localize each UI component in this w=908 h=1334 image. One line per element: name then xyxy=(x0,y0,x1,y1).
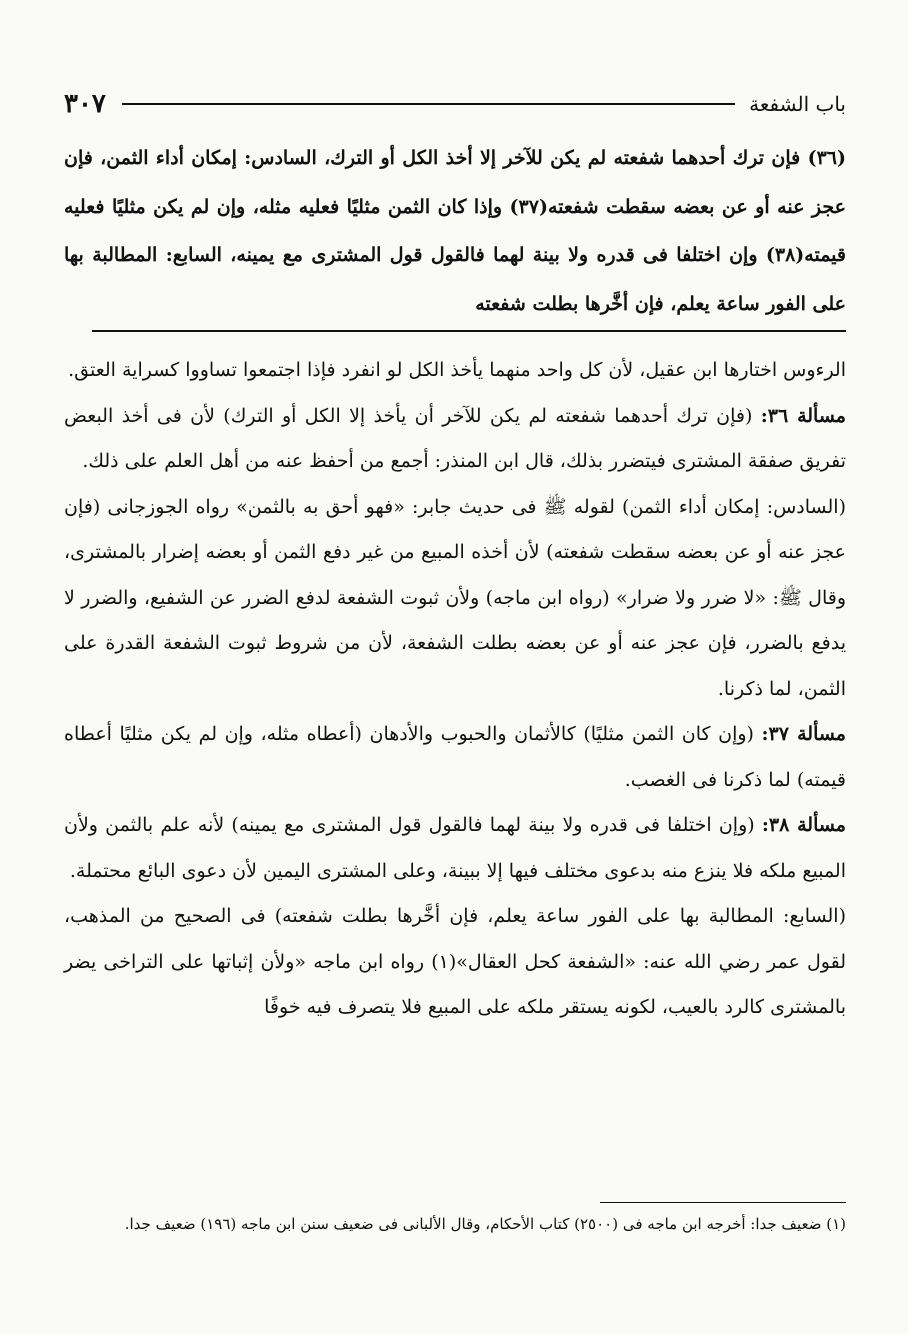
footnote xyxy=(64,1208,846,1240)
commentary-paragraph: مسألة ٣٨: (وإن اختلفا فى قدره ولا بينة لهما فالقول قول المشترى مع يمينه) لأنه علم بالثمن ولأن المبيع ملكه فلا ينزع منه بدعوى مختلف فيها إلا ببينة، وعلى المشترى اليمين لأن دعوى البائع محتملة. xyxy=(64,814,846,882)
page-number: ٣٠٧ xyxy=(64,89,106,119)
commentary-paragraph: (السادس: إمكان أداء الثمن) لقوله ﷺ فى حديث جابر: «فهو أحق به بالثمن» رواه الجوزجانى (فإن عجز عنه أو عن بعضه سقطت شفعته) لأن أخذه المبيع من غير دفع الثمن أو بعضه إضرار بالمشترى، وقال ﷺ: «لا ضرر ولا ضرار» (رواه ابن ماجه) ولأن ثبوت الشفعة لدفع الضرر عن الشفيع، والضرر لا يدفع بالضرر، فإن عجز عنه أو عن بعضه بطلت الشفعة، لأن من شروط ثبوت الشفعة القدرة على الثمن، لما ذكرنا. xyxy=(64,495,846,700)
matn-text: (٣٦) فإن ترك أحدهما شفعته لم يكن للآخر إلا أخذ الكل أو الترك، السادس: إمكان أداء الثمن، فإن عجز عنه أو عن بعضه سقطت شفعته(٣٧) وإذا كان الثمن مثليًا فعليه مثله، وإن لم يكن مثليًا فعليه قيمته(٣٨) وإن اختلفا فى قدره ولا بينة لهما فالقول قول المشترى مع يمينه، السابع: المطالبة بها على الفور ساعة يعلم، فإن أخَّرها بطلت شفعته xyxy=(64,147,846,315)
running-header xyxy=(64,86,846,122)
footnote-text: (١) ضعيف جدا: أخرجه ابن ماجه فى (٢٥٠٠) كتاب الأحكام، وقال الألبانى فى ضعيف سنن ابن ماجه (١٩٦) ضعيف جدا. xyxy=(124,1215,846,1233)
matn-separator-rule xyxy=(92,330,846,332)
issue-label: مسألة ٣٦: xyxy=(760,404,846,427)
issue-label: مسألة ٣٨: xyxy=(761,814,846,836)
commentary xyxy=(64,348,846,1031)
commentary-paragraph: مسألة ٣٦: (فإن ترك أحدهما شفعته لم يكن للآخر أن يأخذ إلا الكل أو الترك) لأن فى أخذ البعض تفريق صفقة المشترى فيتضرر بذلك، قال ابن المنذر: أجمع من أحفظ عنه من أهل العلم على ذلك. xyxy=(64,404,846,472)
header-rule xyxy=(122,103,735,105)
commentary-paragraph: (السابع: المطالبة بها على الفور ساعة يعلم، فإن أخَّرها بطلت شفعته) فى الصحيح من المذهب، لقول عمر رضي الله عنه: «الشفعة كحل العقال»(١) رواه ابن ماجه «ولأن إثباتها على التراخى يضر بالمشترى كالرد بالعيب، لكونه يستقر ملكه على المبيع فلا يتصرف فيه خوفًا xyxy=(64,905,846,1018)
footnote-rule xyxy=(600,1202,846,1203)
issue-label: مسألة ٣٧: xyxy=(761,723,846,745)
commentary-paragraph: الرءوس اختارها ابن عقيل، لأن كل واحد منهما يأخذ الكل لو انفرد فإذا اجتمعوا تساووا كسراية العتق. xyxy=(68,359,846,381)
chapter-title: باب الشفعة xyxy=(749,92,846,116)
commentary-paragraph: مسألة ٣٧: (وإن كان الثمن مثليًا) كالأثمان والحبوب والأدهان (أعطاه مثله، وإن لم يكن مثليًا أعطاه قيمته) لما ذكرنا فى الغصب. xyxy=(64,723,846,791)
